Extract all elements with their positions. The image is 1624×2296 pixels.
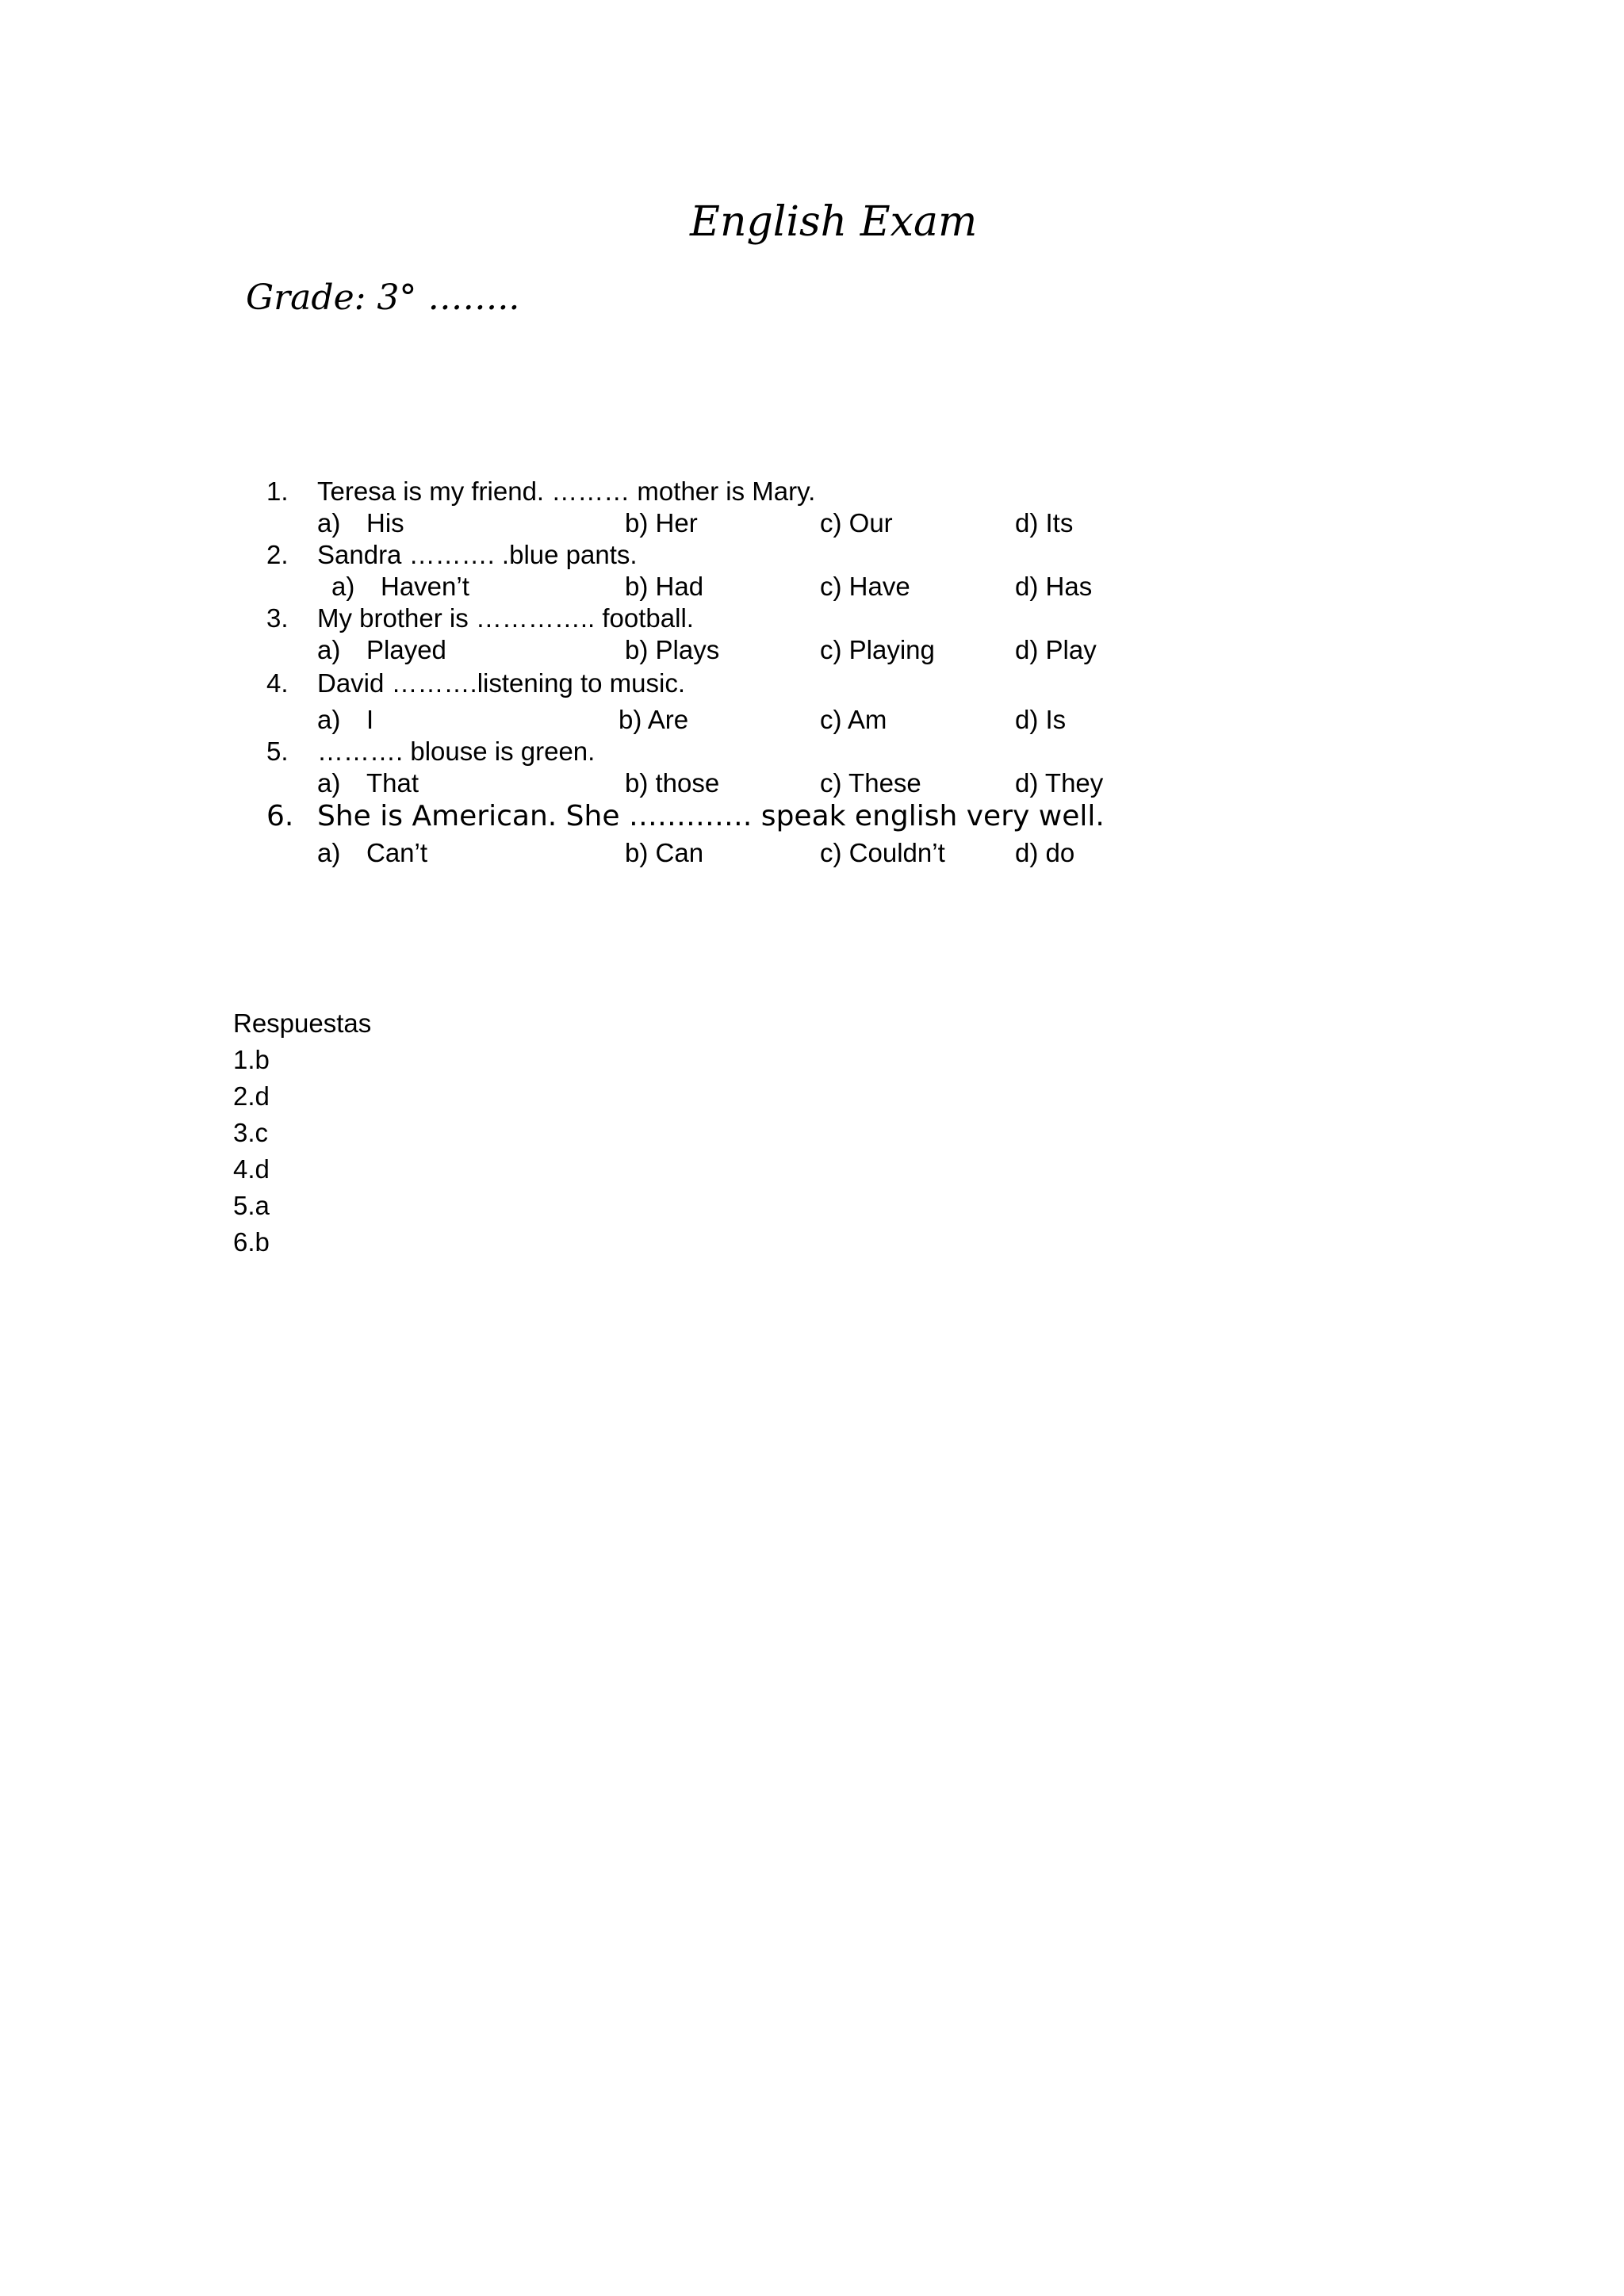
question-number: 1.	[266, 476, 289, 506]
option-c: c) Have	[820, 572, 910, 601]
option-d: d) Its	[1015, 508, 1074, 538]
grade-line: Grade: 3° ……..	[246, 277, 520, 318]
option-b: b) Had	[625, 572, 704, 601]
option-d: d) Is	[1015, 705, 1067, 734]
option-c: c) Our	[820, 508, 893, 538]
option-b: b) Can	[625, 838, 704, 867]
option-a-marker: a)	[331, 572, 355, 601]
option-a-marker: a)	[317, 705, 341, 734]
option-c: c) Am	[820, 705, 887, 734]
answer-item: 4.d	[233, 1154, 270, 1184]
option-a-marker: a)	[317, 838, 341, 867]
question-number: 2.	[266, 540, 289, 569]
option-a: Played	[366, 635, 446, 664]
option-a: That	[366, 768, 419, 798]
option-a-marker: a)	[317, 635, 341, 664]
question-text: She is American. She …………. speak english very well.	[317, 800, 1105, 832]
option-c: c) Couldn’t	[820, 838, 945, 867]
question-text: Teresa is my friend. ……… mother is Mary.	[317, 476, 816, 506]
option-d: d) do	[1015, 838, 1075, 867]
option-c: c) These	[820, 768, 921, 798]
option-d: d) Play	[1015, 635, 1097, 664]
answer-item: 5.a	[233, 1191, 270, 1220]
exam-title: English Exam	[690, 198, 978, 246]
option-a: Can’t	[366, 838, 428, 867]
answer-item: 3.c	[233, 1118, 269, 1147]
option-a: His	[366, 508, 404, 538]
option-a: I	[366, 705, 374, 734]
option-b: b) Are	[619, 705, 689, 734]
question-number: 5.	[266, 737, 289, 766]
question-text: ………. blouse is green.	[317, 737, 596, 766]
question-text: David ……….listening to music.	[317, 668, 685, 698]
option-a-marker: a)	[317, 508, 341, 538]
option-b: b) Her	[625, 508, 698, 538]
option-d: d) Has	[1015, 572, 1093, 601]
question-number: 6.	[266, 800, 294, 832]
question-number: 4.	[266, 668, 289, 698]
question-number: 3.	[266, 603, 289, 633]
option-a: Haven’t	[381, 572, 469, 601]
question-text: Sandra ………. .blue pants.	[317, 540, 638, 569]
option-a-marker: a)	[317, 768, 341, 798]
answer-item: 1.b	[233, 1045, 270, 1074]
question-text: My brother is ………….. football.	[317, 603, 694, 633]
answer-item: 6.b	[233, 1227, 270, 1257]
option-b: b) those	[625, 768, 720, 798]
option-d: d) They	[1015, 768, 1104, 798]
answers-title: Respuestas	[233, 1008, 372, 1038]
option-c: c) Playing	[820, 635, 935, 664]
option-b: b) Plays	[625, 635, 720, 664]
answer-item: 2.d	[233, 1081, 270, 1111]
